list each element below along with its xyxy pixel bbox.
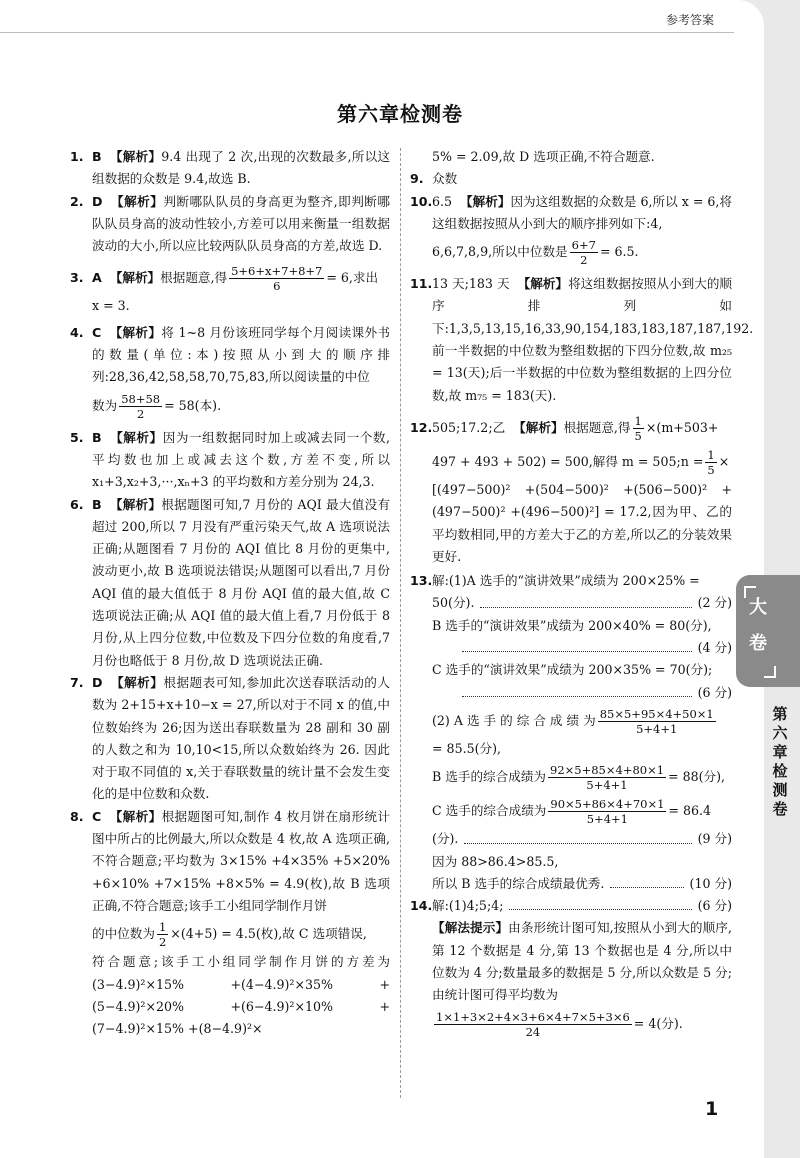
question-2: 2. D 【解析】判断哪队队员的身高更为整齐,即判断哪队队员身高的波动性较小,方差可以用来衡量一组数据波动的大小,所以应比较两队队员身高的方差,故选 D. xyxy=(70,193,390,254)
analysis-tag: 【解析】 xyxy=(517,276,569,292)
question-8-formula: 的中位数为 $\frac{1}{2}$ ×(4+5) = 4.5(枚),故 C 选项错误, xyxy=(92,920,367,950)
question-14: 14. 解:(1)4;5;4; (6 分) xyxy=(410,895,732,917)
analysis-tag: 【解析】 xyxy=(109,149,162,164)
fraction: $\frac{1}{5}$ xyxy=(634,413,642,443)
fraction: $\frac{58+58}{2}$ xyxy=(121,391,161,421)
score-line: (4 分) xyxy=(410,637,732,659)
analysis-tag: 【解析】 xyxy=(109,808,162,824)
question-10-formula: 6,6,7,8,9,所以中位数是 $\frac{6+7}{2}$ = 6.5. xyxy=(432,238,639,268)
answer-letter: D xyxy=(92,193,103,209)
question-7: 7. D 【解析】根据题表可知,参加此次送春联活动的人数为 2+15+x+10−x = 27,所以对于不同 x 的值,中位数始终为 26;因为送出春联数量为 28 副和 30 副的人数之和为 10,10<15,所以众数始终为 26. 因此对于取不同值的 x,关于春联数量的统计量不会发生变化的是中位数和众数. xyxy=(70,674,390,802)
fraction: $\frac{90\times 5+86\times 4+70\times 1}{5+4+1}$ xyxy=(550,797,665,827)
tab-label: 大 卷 xyxy=(749,597,767,654)
answer-letter: D xyxy=(92,674,103,690)
fraction: $\frac{85\times 5+95\times 4+50\times 1}{5+4+1}$ xyxy=(599,706,714,736)
answer-letter: A xyxy=(92,270,102,286)
analysis-tag: 【解析】 xyxy=(109,429,163,445)
question-10: 10. 6.5 【解析】因为这组数据的众数是 6,所以 x = 6,将这组数据按照从小到大的顺序排列如下:4, xyxy=(410,193,733,231)
answer-letter: B xyxy=(92,496,102,512)
fraction: $\frac{1}{2}$ xyxy=(158,920,167,950)
answer-letter: C xyxy=(92,808,102,824)
explanation-text: 因为一组数据同时加上或减去同一个数,平均数也加上或减去这个数,方差不变,所以 x₁+3,x₂+3,···,xₙ+3 的平均数和方差分别为 24,3. xyxy=(92,429,391,490)
fraction: $\frac{1}{5}$ xyxy=(707,447,715,477)
question-4-formula: 数为 $\frac{58+58}{2}$ = 58(本). xyxy=(92,391,222,421)
page-number: 1 xyxy=(705,1098,719,1120)
question-12-formula: 497 + 493 + 502) = 500,解得 m = 505;n = $\frac{1}{5}$ × xyxy=(432,447,730,477)
analysis-tag: 【解析】 xyxy=(109,270,161,286)
formula-b: B 选手的综合成绩为 $\frac{92\times 5+85\times 4+80\times 1}{5+4+1}$ = 88(分), xyxy=(432,763,726,793)
analysis-tag: 【解析】 xyxy=(110,193,164,209)
question-3-cont: x = 3. xyxy=(92,298,130,314)
question-12: 12. 505;17.2;乙 【解析】根据题意,得 $\frac{1}{5}$ ×(m+503+ xyxy=(410,413,719,443)
analysis-tag: 【解析】 xyxy=(110,674,164,690)
question-8-cont: 符合题意;该手工小组同学制作月饼的方差为(3−4.9)²×15% +(4−4.9)²×35% +(5−4.9)²×20% +(6−4.9)²×10% +(7−4.9)²×15% +(8−4.9)²× xyxy=(92,954,390,1037)
explanation-text: 将 1~8 月份该班同学每个月阅读课外书的数量(单位:本)按照从小到大的顺序排列:28,36,42,58,58,70,75,83,所以阅读量的中位 xyxy=(92,324,390,385)
right-column: 5% = 2.09,故 D 选项正确,不符合题意. 9. 众数 10. 6.5 【解析】因为这组数据的众数是 6,所以 x = 6,将这组数据按照从小到大的顺序排列如下:4, 6,6,7,8,9,所以中位数是 $\frac{6+7}{2}$ = 6.5. 11. 13 天;183 天 【解析】将这组数据按照从小到大的顺序排列如下:1,3,5,13,15,16,33,90,154,183,183,187,187,192. 前一半数据的中位数为整组数据的下四分位数,故 m₂₅ = 13(天);后一半数据的中位数为整组数据的上四分位数,故 m₇₅ = 183(天). 12. 505;17.2;乙 【解析】根据题意,得 $\frac{1}{5}$ ×(m+503+ 497 + 493 + 502) = 500,解得 m = 505;n = $\frac{1}{5}$ × [(497−500)² +(504−500)² +(506−500)² +(497−500)² +(496−500)²] = 17.2,因为甲、乙的平均数相同,甲的方差大于乙的方差,所以乙的分装效果更好. 13. 解:(1)A 选手的“演讲效果”成绩为 200×25% = 50(分). (2 分) B 选手的“演讲效果”成绩为 200×40% = 80(分), (4 分) C 选手的“演讲效果”成绩为 200×35% = 70(分); (6 分) (2) A 选 手 的 综 合 成 绩 为 $\frac{85\times 5+95\times 4+50\times 1}{5+4+1}$ = 85.5(分), B 选手的综合成绩为 $\frac{92\times 5+85\times 4+80\times 1}{5+4+1}$ = 88(分), C 选手的综合成绩为 $\frac{90\times 5+86\times 4+70\times 1}{5+4+1}$ = 86.4 (分). (9 分) 因为 88>86.4>85.5, 所以 B 选手的综合成绩最优秀. (10 分) 14. 解:(1)4;5;4; (6 分) 【解法提示】由条形统计图可知,按照从小到大的顺序,第 12 个数据是 4 分,第 13 个数据也是 4 分,所以中位数为 4 分;数量最多的数据是 5 分,所以众数是 5 分;由统计图可得平均数为 $\frac{1\times 1+3\times 2+4\times 3+6\times 4+7\times 5+3\times 6}{24}$ = 4(分). xyxy=(410,146,732,1041)
question-13: 13. 解:(1)A 选手的“演讲效果”成绩为 200×25% = xyxy=(410,573,700,589)
analysis-tag: 【解析】 xyxy=(109,324,162,340)
column-divider xyxy=(400,148,401,1098)
chapter-label: 第六章检测卷 xyxy=(772,705,788,818)
score-line: (6 分) xyxy=(410,682,732,704)
explanation-text: 根据题表可知,参加此次送春联活动的人数为 2+15+x+10−x = 27,所以对于不同 x 的值,中位数始终为 26;因为送出春联数量为 28 副和 30 副的人数之和为 10,10<15,所以众数始终为 26. 因此对于取不同值的 x,关于春联数量的统计量不会发生变化的是中位数和众数. xyxy=(92,674,390,802)
fraction: $\frac{6+7}{2}$ xyxy=(571,238,596,268)
answer-letter: B xyxy=(92,429,102,445)
explanation-text: 9.4 出现了 2 次,出现的次数最多,所以这组数据的众数是 9.4,故选 B. xyxy=(92,149,391,187)
answer-letter: C xyxy=(92,324,102,340)
solution-hint: 【解法提示】由条形统计图可知,按照从小到大的顺序,第 12 个数据是 4 分,第 13 个数据也是 4 分,所以中位数为 4 分;数量最多的数据是 5 分,所以众数是 5 分;由统计图可得平均数为 xyxy=(432,920,733,1003)
question-1: 1. B 【解析】9.4 出现了 2 次,出现的次数最多,所以这组数据的众数是 9.4,故选 B. xyxy=(70,149,391,187)
score-line: 所以 B 选手的综合成绩最优秀. (10 分) xyxy=(410,873,732,895)
analysis-tag: 【解析】 xyxy=(460,193,511,209)
bracket-bottom-right xyxy=(764,666,776,678)
fraction: $\frac{1\times 1+3\times 2+4\times 3+6\times 4+7\times 5+3\times 6}{24}$ xyxy=(436,1009,630,1039)
question-12-cont: [(497−500)² +(504−500)² +(506−500)² +(497−500)² +(496−500)²] = 17.2,因为甲、乙的平均数相同,甲的方差大于乙的方差,所以乙的分装效果更好. xyxy=(432,481,732,564)
question-14-formula: $\frac{1\times 1+3\times 2+4\times 3+6\times 4+7\times 5+3\times 6}{24}$ = 4(分). xyxy=(436,1009,683,1039)
formula-a: (2) A 选 手 的 综 合 成 绩 为 $\frac{85\times 5+95\times 4+50\times 1}{5+4+1}$ xyxy=(432,706,714,736)
formula-c: C 选手的综合成绩为 $\frac{90\times 5+86\times 4+70\times 1}{5+4+1}$ = 86.4 xyxy=(432,797,712,827)
question-9: 9. 众数 xyxy=(410,171,458,187)
question-8: 8. C 【解析】根据题图可知,制作 4 枚月饼在扇形统计图中所占的比例最大,所以众数是 4 枚,故 A 选项正确,不符合题意;平均数为 3×15% +4×35% +5×20% +6×10% +7×15% +8×5% = 4.9(枚),故 B 选项正确,不符合题意;该手工小组同学制作月饼 xyxy=(70,808,391,913)
analysis-tag: 【解析】 xyxy=(109,496,162,512)
score-line: 50(分). (2 分) xyxy=(410,592,732,614)
analysis-tag: 【解析】 xyxy=(513,419,564,435)
left-column xyxy=(70,146,390,1040)
page-title: 第六章检测卷 xyxy=(337,102,463,126)
question-5: 5. B 【解析】因为一组数据同时加上或减去同一个数,平均数也加上或减去这个数,方差不变,所以 x₁+3,x₂+3,···,xₙ+3 的平均数和方差分别为 24,3. xyxy=(70,429,391,490)
answer-letter: B xyxy=(92,149,102,164)
question-6: 6. B 【解析】根据题图可知,7 月份的 AQI 最大值没有超过 200,所以 7 月没有严重污染天气,故 A 选项说法正确;从题图看 7 月份的 AQI 值比 8 月份的更集中,波动更小,故 B 选项说法错误;从题图可以看出,7 月份 AQI 值的最大值低于 8 月份 AQI 值的最大值,故 C 选项说法正确;从 AQI 值的最大值上看,7 月份低于 8 月份,从上四分位数,中位数及下四分位数的角度看,7 月份也略低于 8 月份,故 D 选项说法正确. xyxy=(70,496,391,668)
explanation-text: 判断哪队队员的身高更为整齐,即判断哪队队员身高的波动性较小,方差可以用来衡量一组数据波动的大小,所以应比较两队队员身高的方差,故选 D. xyxy=(92,193,390,254)
header-label: 参考答案 xyxy=(665,13,714,27)
question-3: 3. A 【解析】根据题意,得 $\frac{5+6+x+7+8+7}{6}$ = 6,求出 xyxy=(70,264,379,294)
explanation-text: 根据题图可知,制作 4 枚月饼在扇形统计图中所占的比例最大,所以众数是 4 枚,故 A 选项正确,不符合题意;平均数为 3×15% +4×35% +5×20% +6×10% +7×15% +8×5% = 4.9(枚),故 B 选项正确,不符合题意;该手工小组同学制作月饼 xyxy=(92,808,391,913)
question-8-end: 5% = 2.09,故 D 选项正确,不符合题意. xyxy=(432,149,655,164)
fraction: $\frac{92\times 5+85\times 4+80\times 1}{5+4+1}$ xyxy=(550,763,665,793)
hint-tag: 【解法提示】 xyxy=(432,920,509,936)
fraction: $\frac{5+6+x+7+8+7}{6}$ xyxy=(231,264,323,294)
explanation-text: 根据题图可知,7 月份的 AQI 最大值没有超过 200,所以 7 月没有严重污染天气,故 A 选项说法正确;从题图看 7 月份的 AQI 值比 8 月份的更集中,波动更小,故 B 选项说法错误;从题图可以看出,7 月份 AQI 值的最大值低于 8 月份 AQI 值的最大值,故 C 选项说法正确;从 AQI 值的最大值上看,7 月份低于 8 月份,从上四分位数,中位数及下四分位数的角度看,7 月份也略低于 8 月份,故 D 选项说法正确. xyxy=(92,496,391,668)
score-line: (分). (9 分) xyxy=(410,828,732,850)
header-rule xyxy=(0,32,734,33)
question-11: 11. 13 天;183 天 【解析】将这组数据按照从小到大的顺序排列如下:1,3,5,13,15,16,33,90,154,183,183,187,187,192. 前一半数据的中位数为整组数据的下四分位数,故 m₂₅ = 13(天);后一半数据的中位数为整组数据的上四分位数,故 m₇₅ = 183(天). xyxy=(410,276,754,403)
question-4: 4. C 【解析】将 1~8 月份该班同学每个月阅读课外书的数量(单位:本)按照从小到大的顺序排列:28,36,42,58,58,70,75,83,所以阅读量的中位 xyxy=(70,324,390,385)
